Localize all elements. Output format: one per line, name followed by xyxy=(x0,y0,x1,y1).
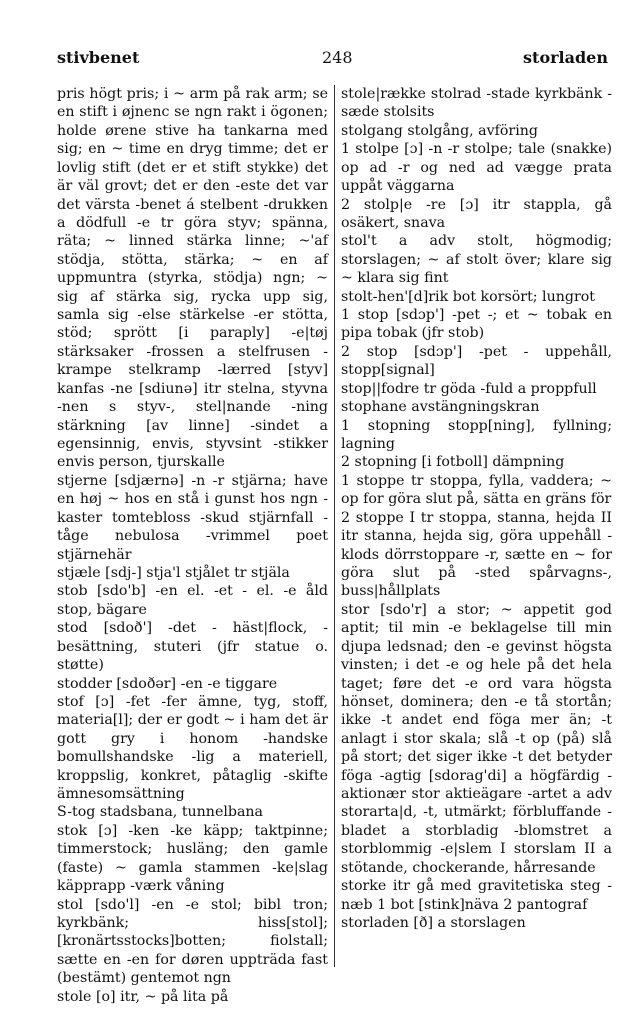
dictionary-entry: 1 stoppe tr stoppa, fylla, vaddera; ~ op for göra slut på, sätta en gräns för xyxy=(341,472,612,508)
right-guideword: storladen xyxy=(523,48,608,67)
dictionary-entry: storke itr gå med gravitetiska steg -næb 1 bot [stink]näva 2 pantograf xyxy=(341,878,612,913)
dictionary-entry: 2 stolp|e -re [ɔ] itr stappla, gå osäkert, snava xyxy=(341,196,612,231)
dictionary-entry: 2 stop [sdɔp'] -pet - uppehåll, stopp[signal] xyxy=(341,343,612,379)
page-header xyxy=(0,48,632,74)
dictionary-entry: stok [ɔ] -ken -ke käpp; taktpinne; timmerstock; husläng; den gamle (faste) ~ gamla stammen -ke|slag käpprapp -værk våning xyxy=(57,822,328,895)
dictionary-entry: 1 stolpe [ɔ] -n -r stolpe; tale (snakke) op ad -r og ned ad vægge prata uppåt väggarna xyxy=(341,141,612,195)
dictionary-entry: stor [sdo'r] a stor; ~ appetit god aptit; til min -e beklagelse till min djupa ledsnad; den -e gevinst högsta vinsten; i det -e og hele på det hela taget; føre det -e ord vara högsta hönset, dominera; den -e tå stortån; ikke -t andet end föga mer än; -t anlagt i stor skala; slå -t op (på) slå på stort; det siger ikke -t det betyder föga -agtig [sdorag'di] a högfärdig -aktionær stor aktieägare -artet a adv storarta|d, -t, utmärkt; förbluffande -bladet a storbladig -blomstret a storblommig -e|slem I storslam II a stötande, chockerande, hårresande xyxy=(341,601,612,876)
dictionary-entry: storladen [ð] a storslagen xyxy=(341,914,526,931)
dictionary-entry: stob [sdo'b] -en el. -et - el. -e åld stop, bägare xyxy=(57,583,328,618)
dictionary-entry: stol [sdo'l] -en -e stol; bibl tron; kyrkbänk; hiss[stol]; [kronärtsstocks]botten; fiolstall; sætte en -en for døren uppträda fast (bestämt) gentemot ngn xyxy=(57,896,328,987)
dictionary-entry: 2 stopning [i fotboll] dämpning xyxy=(341,454,565,471)
dictionary-entry: 2 stoppe I tr stoppa, stanna, hejda II itr stanna, hejda sig, göra uppehåll -klods dörrstoppare -r, sætte en ~ for göra slut på -sted spårvagns-, buss|hållplats xyxy=(341,509,612,600)
dictionary-entry: pris högt pris; i ~ arm på rak arm; se en stift i øjnenc se ngn rakt i ögonen; holde ørene stive ha tankarna med sig; en ~ time en dryg timme; det er lovlig stift (det er et stift stykke) det är väl grovt; det er den -este det var det värsta -benet á stelbent -drukken a dödfull -e tr göra styv; spänna, räta; ~ linned stärka linne; ~'af stödja, stötta, stärka; ~ en af uppmuntra (styrka, stödja) ngn; ~ sig af stärka sig, rycka upp sig, samla sig -else stärkelse -er stötta, stöd; sprött [i paraply] -e|tøj stärksaker -frossen a stelfrusen -krampe stelkramp -lærred [styv] kanfas -ne [sdiunə] itr stelna, styvna -nen s styv-, stel|nande -ning stärkning [av linne] -sindet a egensinnig, envis, styvsint -stikker envis person, tjurskalle xyxy=(57,86,328,471)
dictionary-entry: stjerne [sdjærnə] -n -r stjärna; have en høj ~ hos en stå i gunst hos ngn -kaster tomtebloss -skud stjärnfall -tåge nebulosa -vrimmel poet stjärnehär xyxy=(57,472,328,563)
left-guideword: stivbenet xyxy=(57,48,140,67)
dictionary-entry: 1 stop [sdɔp'] -pet -; et ~ tobak en pipa tobak (jfr stob) xyxy=(341,307,612,342)
dictionary-entry: stod [sdoð'] -det - häst|flock, -besättning, stuteri (jfr statue o. støtte) xyxy=(57,620,328,674)
dictionary-entry: 1 stopning stopp[ning], fyllning; lagning xyxy=(341,417,612,453)
dictionary-entry: stolgang stolgång, avföring xyxy=(341,122,538,139)
page-number: 248 xyxy=(322,48,353,67)
dictionary-entry: stole [o] itr, ~ på lita på xyxy=(57,988,229,1005)
dictionary-entry: stof [ɔ] -fet -fer ämne, tyg, stoff, materia[l]; der er godt ~ i ham det är gott gry i honom -handske bomullshandske -lig a materiell, kroppslig, konkret, påtaglig -skifte ämnesomsättning xyxy=(57,693,328,803)
left-column xyxy=(57,85,328,1005)
dictionary-entry: stolt-hen'[d]rik bot korsört; lungrot xyxy=(341,288,595,305)
right-column xyxy=(341,85,612,985)
dictionary-entry: stol't a adv stolt, högmodig; storslagen; ~ af stolt över; klare sig ~ klara sig fint xyxy=(341,233,612,287)
dictionary-entry: S-tog stadsbana, tunnelbana xyxy=(57,804,264,821)
dictionary-entry: stop||fodre tr göda -fuld a proppfull xyxy=(341,380,597,397)
dictionary-entry: stophane avstängningskran xyxy=(341,399,540,416)
column-divider xyxy=(334,85,335,967)
dictionary-entry: stole|række stolrad -stade kyrkbänk -sæde stolsits xyxy=(341,86,612,121)
dictionary-entry: stjæle [sdj-] stja'l stjålet tr stjäla xyxy=(57,564,290,581)
dictionary-entry: stodder [sdoðər] -en -e tiggare xyxy=(57,675,278,692)
